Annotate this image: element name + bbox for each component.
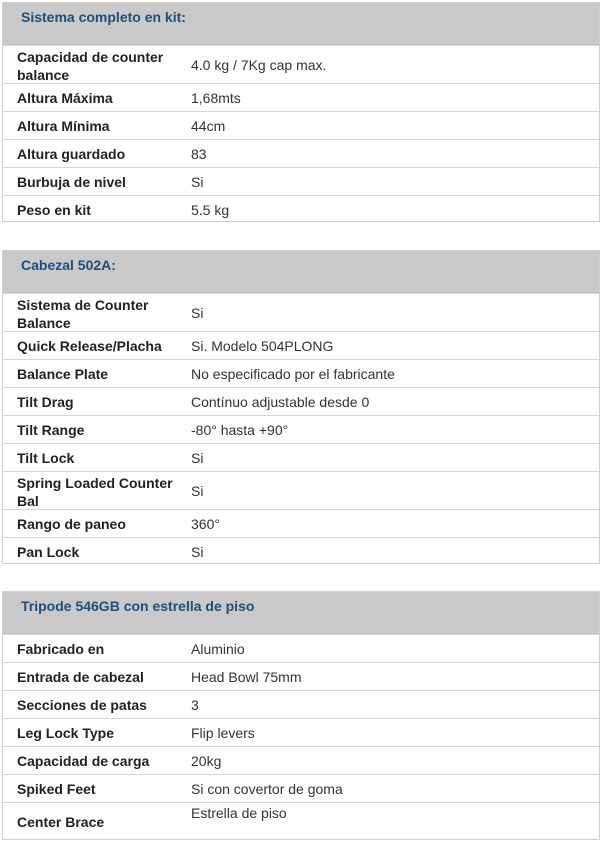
row-label: Altura Mínima bbox=[17, 118, 110, 134]
row-label: Sistema de Counter Balance bbox=[17, 297, 149, 331]
row-label: Altura guardado bbox=[17, 146, 126, 162]
row-label: Quick Release/Placha bbox=[17, 338, 162, 354]
table-row bbox=[3, 718, 599, 746]
row-value: Si bbox=[191, 174, 204, 190]
table-row bbox=[3, 662, 599, 690]
row-value: 360° bbox=[191, 516, 220, 532]
spec-table-head bbox=[2, 250, 600, 564]
table-row bbox=[3, 802, 599, 838]
spec-table-tripod bbox=[2, 591, 600, 840]
section-header bbox=[3, 3, 599, 45]
section-header bbox=[3, 592, 599, 634]
table-row bbox=[3, 690, 599, 718]
table-row bbox=[3, 415, 599, 443]
row-label: Fabricado en bbox=[17, 641, 105, 657]
row-label: Tilt Lock bbox=[17, 450, 75, 466]
row-label: Balance Plate bbox=[17, 366, 109, 382]
row-value: 20kg bbox=[191, 753, 222, 769]
table-row bbox=[3, 167, 599, 195]
row-label: Capacidad de carga bbox=[17, 753, 150, 769]
row-label: Tilt Range bbox=[17, 422, 85, 438]
spec-table-kit bbox=[2, 2, 600, 222]
row-label: Peso en kit bbox=[17, 202, 91, 218]
row-value: Si bbox=[191, 483, 204, 499]
row-value: Flip levers bbox=[191, 725, 255, 741]
row-value: Si bbox=[191, 544, 204, 560]
row-value: 4.0 kg / 7Kg cap max. bbox=[191, 57, 327, 73]
row-value: Si bbox=[191, 450, 204, 466]
row-value: Si bbox=[191, 305, 204, 321]
row-label: Pan Lock bbox=[17, 544, 80, 560]
row-value: 5.5 kg bbox=[191, 202, 230, 218]
section-title: Sistema completo en kit: bbox=[21, 9, 186, 25]
row-value: Si con covertor de goma bbox=[191, 781, 343, 797]
row-label: Rango de paneo bbox=[17, 516, 126, 532]
row-value: -80° hasta +90° bbox=[191, 422, 289, 438]
row-value: Head Bowl 75mm bbox=[191, 669, 302, 685]
row-label: Center Brace bbox=[17, 814, 105, 830]
table-row bbox=[3, 111, 599, 139]
row-value: Aluminio bbox=[191, 641, 245, 657]
table-row bbox=[3, 774, 599, 802]
row-value: 44cm bbox=[191, 118, 226, 134]
row-label: Altura Máxima bbox=[17, 90, 113, 106]
row-label: Burbuja de nivel bbox=[17, 174, 126, 190]
row-label: Leg Lock Type bbox=[17, 725, 114, 741]
row-label: Spiked Feet bbox=[17, 781, 96, 797]
row-value: No especificado por el fabricante bbox=[191, 366, 395, 382]
row-label: Capacidad de counter balance bbox=[17, 49, 164, 83]
section-header bbox=[3, 251, 599, 293]
row-label: Secciones de patas bbox=[17, 697, 147, 713]
section-title: Cabezal 502A: bbox=[21, 257, 116, 273]
row-value: Contínuo adjustable desde 0 bbox=[191, 394, 370, 410]
table-row bbox=[3, 509, 599, 537]
table-row bbox=[3, 195, 599, 223]
row-value: Estrella de piso bbox=[191, 805, 287, 821]
table-row bbox=[3, 293, 599, 331]
row-label: Spring Loaded Counter Bal bbox=[17, 475, 173, 509]
row-value: Si. Modelo 504PLONG bbox=[191, 338, 334, 354]
table-row bbox=[3, 139, 599, 167]
table-row bbox=[3, 45, 599, 83]
row-label: Tilt Drag bbox=[17, 394, 74, 410]
row-value: 3 bbox=[191, 697, 199, 713]
row-label: Entrada de cabezal bbox=[17, 669, 144, 685]
table-row bbox=[3, 634, 599, 662]
row-value: 1,68mts bbox=[191, 90, 241, 106]
table-row bbox=[3, 471, 599, 509]
table-row bbox=[3, 443, 599, 471]
table-row bbox=[3, 537, 599, 565]
row-value: 83 bbox=[191, 146, 207, 162]
table-row bbox=[3, 746, 599, 774]
table-row bbox=[3, 387, 599, 415]
section-title: Tripode 546GB con estrella de piso bbox=[21, 598, 255, 614]
table-row bbox=[3, 83, 599, 111]
table-row bbox=[3, 359, 599, 387]
table-row bbox=[3, 331, 599, 359]
